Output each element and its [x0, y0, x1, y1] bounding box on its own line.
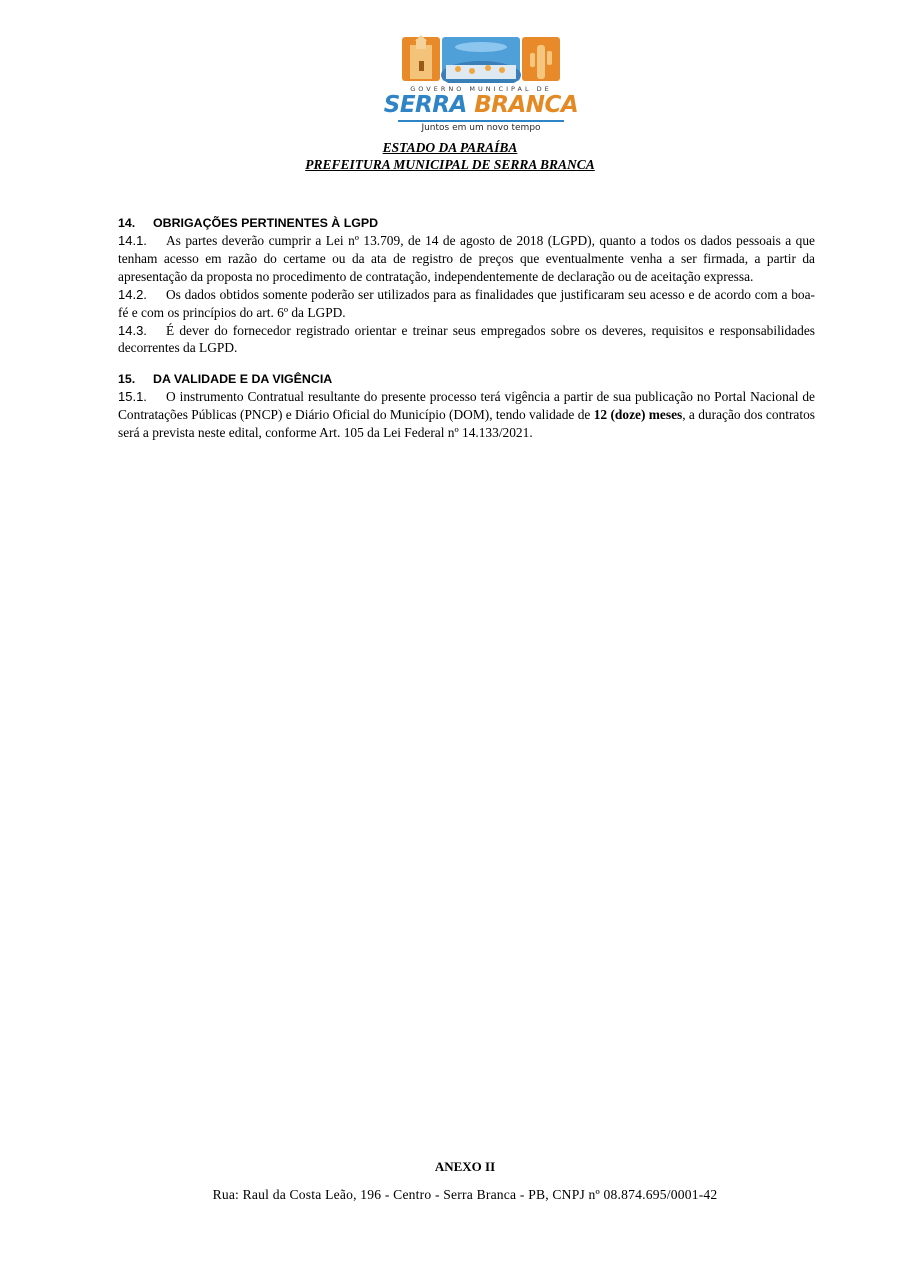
clause-14-1 [118, 232, 815, 286]
logo-divider [398, 120, 564, 122]
state-heading: ESTADO DA PARAÍBA [382, 140, 518, 155]
clause-14-2 [118, 286, 815, 322]
validity-period: 12 (doze) meses [593, 407, 683, 423]
clause-text: Os dados obtidos somente poderão ser utilizados para as finalidades que justificaram seu acesso e de acordo com a boa-fé e com os princípios do art. 6º da LGPD. [118, 286, 815, 320]
section-number: 14. [118, 216, 136, 230]
clause-number: 15.1. [118, 389, 147, 405]
clause-text: As partes deverão cumprir a Lei nº 13.709, de 14 de agosto de 2018 (LGPD), quanto a todos os dados pessoais a que tenham acesso em razão do certame ou da ata de registro de preços que eventualmente venha a ser firmada, a partir da apresentação da proposta no procedimento de contratação, independentemente de declaração ou de aceitação expressa. [118, 233, 815, 284]
section-15 [118, 370, 815, 442]
clause-number: 14.2. [118, 286, 147, 302]
clause-15-1 [118, 388, 815, 442]
annex-label: ANEXO II [434, 1159, 496, 1174]
clause-text: É dever do fornecedor registrado orientar e treinar seus empregados sobre os deveres, requisitos e responsabilidades decorrentes da LGPD. [118, 322, 815, 356]
clause-14-3 [118, 322, 815, 358]
section-heading: OBRIGAÇÕES PERTINENTES À LGPD [153, 216, 379, 230]
clause-text-end: , a duração dos contratos será a prevista neste edital, conforme Art. 105 da Lei Federal nº 14.133/2021. [118, 407, 816, 441]
logo-illustration [402, 35, 560, 83]
section-14 [118, 214, 815, 357]
footer-address: Rua: Raul da Costa Leão, 196 - Centro - Serra Branca - PB, CNPJ nº 08.874.695/0001-42 [212, 1187, 718, 1202]
document-body [118, 214, 815, 442]
logo-government-text: GOVERNO MUNICIPAL DE [410, 85, 552, 93]
logo-name-serra: SERRA [383, 92, 467, 118]
logo-tagline: Juntos em um novo tempo [421, 123, 541, 133]
prefecture-heading: PREFEITURA MUNICIPAL DE SERRA BRANCA [305, 157, 595, 172]
section-heading: DA VALIDADE E DA VIGÊNCIA [153, 372, 333, 387]
section-number: 15. [118, 372, 136, 387]
clause-number: 14.1. [118, 233, 147, 248]
section-title [118, 370, 815, 388]
municipal-logo [376, 35, 586, 140]
logo-city-name [376, 91, 586, 119]
clause-number: 14.3. [118, 322, 147, 338]
logo-name-branca: BRANCA [474, 92, 579, 118]
clause-text-start: O instrumento Contratual resultante do presente processo terá vigência a partir de sua publicação no Portal Nacional de Contratações Públicas (PNCP) e Diário Oficial do Município (DOM), tendo validade de [118, 389, 815, 423]
section-title [118, 214, 815, 232]
